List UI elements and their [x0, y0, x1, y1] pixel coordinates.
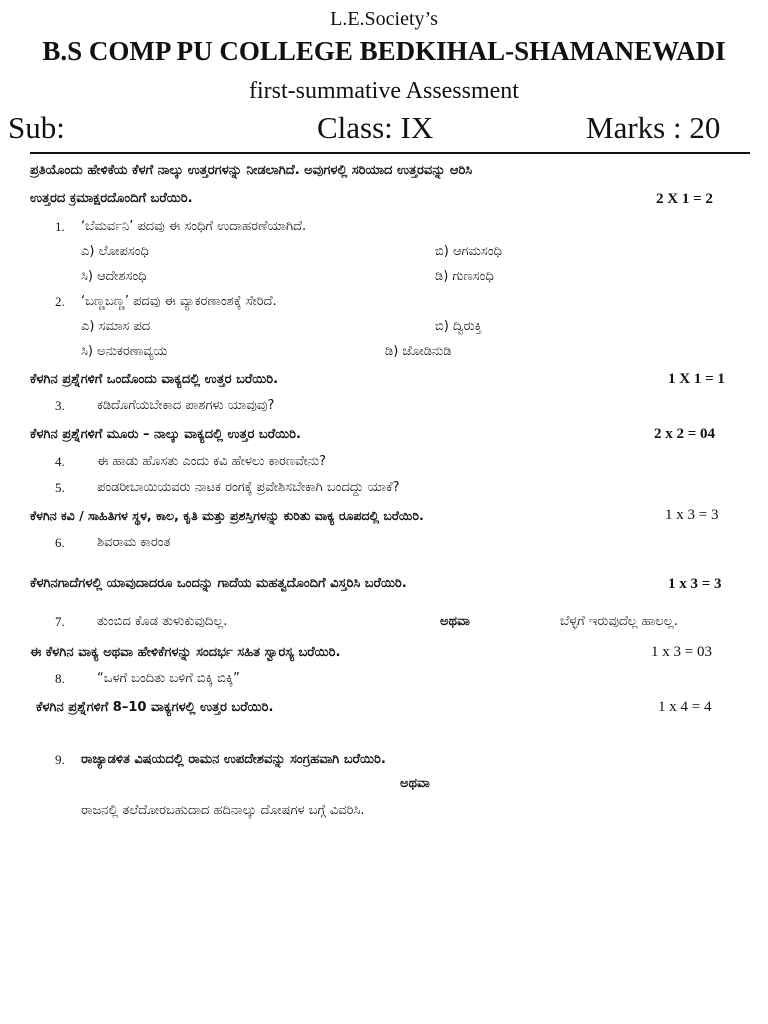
question-1-option-a: ಎ) ಲೋಪಸಂಧಿ	[81, 244, 149, 259]
question-5-number: 5.	[55, 480, 65, 495]
section-7-marks: 1 x 4 = 4	[658, 699, 712, 715]
question-1-number: 1.	[55, 219, 65, 234]
section-1-instruction-line-1: ಪ್ರತಿಯೊಂದು ಹೇಳಿಕೆಯ ಕೆಳಗೆ ನಾಲ್ಕು ಉತ್ತರಗಳನ್ನು ನೀಡಲಾಗಿದೆ. ಅವುಗಳಲ್ಲಿ ಸರಿಯಾದ ಉತ್ತರವನ್ನು ಆರಿಸಿ	[30, 163, 473, 178]
question-8-text: “ಒಳಗೆ ಬಂದಿತು ಬಳಿಗೆ ಬಿಕ್ಕಿ ಬಿಕ್ಕಿ”	[97, 671, 240, 686]
section-5-instruction: ಕೆಳಗಿನಗಾದೆಗಳಲ್ಲಿ ಯಾವುದಾದರೂ ಒಂದನ್ನು ಗಾದೆಯ ಮಹತ್ವದೊಂದಿಗೆ ವಿಸ್ತರಿಸಿ ಬರೆಯಿರಿ.	[30, 576, 407, 591]
section-1-instruction-line-2: ಉತ್ತರದ ಕ್ರಮಾಕ್ಷರದೊಂದಿಗೆ ಬರೆಯಿರಿ.	[30, 191, 193, 206]
section-6-marks: 1 x 3 = 03	[651, 644, 712, 660]
question-9-or: ಅಥವಾ	[400, 776, 430, 791]
section-3-marks: 2 x 2 = 04	[654, 426, 716, 442]
question-2-option-c: ಸಿ) ಅನುಕರಣಾವ್ಯಯ	[81, 344, 168, 359]
question-4-text: ಈ ಹಾಡು ಹೊಸತು ಎಂದು ಕವಿ ಹೇಳಲು ಕಾರಣವೇನು?	[97, 454, 327, 469]
class-label: Class: IX	[317, 110, 434, 145]
exam-title: first-summative Assessment	[249, 78, 519, 104]
society-name: L.E.Society’s	[330, 8, 438, 30]
question-2-number: 2.	[55, 294, 65, 309]
question-1-text: ‘ಬೆಮರ್ವನಿ’ ಪದವು ಈ ಸಂಧಿಗೆ ಉದಾಹರಣೆಯಾಗಿದೆ.	[81, 219, 307, 234]
section-7-instruction: ಕೆಳಗಿನ ಪ್ರಶ್ನೆಗಳಿಗೆ 8–10 ವಾಕ್ಯಗಳಲ್ಲಿ ಉತ್ತರ ಬರೆಯಿರಿ.	[36, 700, 274, 715]
question-2-option-b: ಬಿ) ದ್ವಿರುಕ್ತಿ	[435, 319, 482, 334]
section-2-marks: 1 X 1 = 1	[668, 371, 725, 387]
question-9-number: 9.	[55, 752, 65, 767]
section-5-marks: 1 x 3 = 3	[668, 576, 722, 592]
question-6-text: ಶಿವರಾಮ ಕಾರಂತ	[97, 535, 171, 550]
question-7-proverb-2: ಬೆಳ್ಳಗೆ ಇರುವುದೆಲ್ಲ ಹಾಲಲ್ಲ.	[560, 614, 678, 629]
question-1-option-b: ಬಿ) ಆಗಮಸಂಧಿ	[435, 244, 502, 259]
question-6-number: 6.	[55, 535, 65, 550]
question-1-option-d: ಡಿ) ಗುಣಸಂಧಿ	[435, 269, 494, 284]
question-9-alternative: ರಾಜನಲ್ಲಿ ತಲೆದೋರಬಹುದಾದ ಹದಿನಾಲ್ಕು ದೋಷಗಳ ಬಗ್ಗೆ ವಿವರಿಸಿ.	[81, 803, 365, 818]
total-marks: Marks : 20	[586, 110, 721, 145]
section-1-marks: 2 X 1 = 2	[656, 191, 713, 207]
question-8-number: 8.	[55, 671, 65, 686]
college-name: B.S COMP PU COLLEGE BEDKIHAL-SHAMANEWADI	[42, 36, 726, 66]
section-3-instruction: ಕೆಳಗಿನ ಪ್ರಶ್ನೆಗಳಿಗೆ ಮೂರು – ನಾಲ್ಕು ವಾಕ್ಯದಲ್ಲಿ ಉತ್ತರ ಬರೆಯಿರಿ.	[30, 427, 301, 442]
section-2-instruction: ಕೆಳಗಿನ ಪ್ರಶ್ನೆಗಳಿಗೆ ಒಂದೊಂದು ವಾಕ್ಯದಲ್ಲಿ ಉತ್ತರ ಬರೆಯಿರಿ.	[30, 372, 279, 387]
question-2-text: ‘ಬಣ್ಣಬಣ್ಣ’ ಪದವು ಈ ವ್ಯಾಕರಣಾಂಶಕ್ಕೆ ಸೇರಿದೆ.	[81, 294, 277, 309]
question-3-number: 3.	[55, 398, 65, 413]
question-9-text: ರಾಜ್ಯಾಡಳಿತ ವಿಷಯದಲ್ಲಿ ರಾಮನ ಉಪದೇಶವನ್ನು ಸಂಗ್ರಹವಾಗಿ ಬರೆಯಿರಿ.	[81, 752, 386, 767]
question-2-option-d: ಡಿ) ಜೋಡಿನುಡಿ	[385, 344, 452, 359]
question-3-text: ಕಡಿದೊಗೆಯಬೇಕಾದ ಪಾಶಗಳು ಯಾವುವು?	[97, 398, 275, 413]
question-7-number: 7.	[55, 614, 65, 629]
question-7-proverb-1: ತುಂಬಿದ ಕೊಡ ತುಳುಕುವುದಿಲ್ಲ.	[97, 614, 228, 629]
section-4-instruction: ಕೆಳಗಿನ ಕವಿ / ಸಾಹಿತಿಗಳ ಸ್ಥಳ, ಕಾಲ, ಕೃತಿ ಮತ್ತು ಪ್ರಶಸ್ತಿಗಳನ್ನು ಕುರಿತು ವಾಕ್ಯ ರೂಪದಲ್ಲಿ ಬರೆಯಿರಿ.	[30, 508, 424, 523]
question-7-or: ಅಥವಾ	[440, 614, 470, 629]
question-1-option-c: ಸಿ) ಆದೇಶಸಂಧಿ	[81, 269, 147, 284]
question-4-number: 4.	[55, 454, 65, 469]
section-4-marks: 1 x 3 = 3	[665, 507, 719, 523]
subject-label: Sub:	[8, 110, 65, 145]
question-2-option-a: ಎ) ಸಮಾಸ ಪದ	[81, 319, 151, 334]
section-6-instruction: ಈ ಕೆಳಗಿನ ವಾಕ್ಯ ಅಥವಾ ಹೇಳಿಕೆಗಳನ್ನು ಸಂದರ್ಭ ಸಹಿತ ಸ್ವಾರಸ್ಯ ಬರೆಯಿರಿ.	[30, 645, 341, 660]
question-5-text: ಪಂಡರೀಬಾಯಿಯವರು ನಾಟಕ ರಂಗಕ್ಕೆ ಪ್ರವೇಶಿಸಬೇಕಾಗಿ ಬಂದದ್ದು ಯಾಕೆ?	[97, 480, 400, 495]
header-divider	[30, 152, 750, 154]
